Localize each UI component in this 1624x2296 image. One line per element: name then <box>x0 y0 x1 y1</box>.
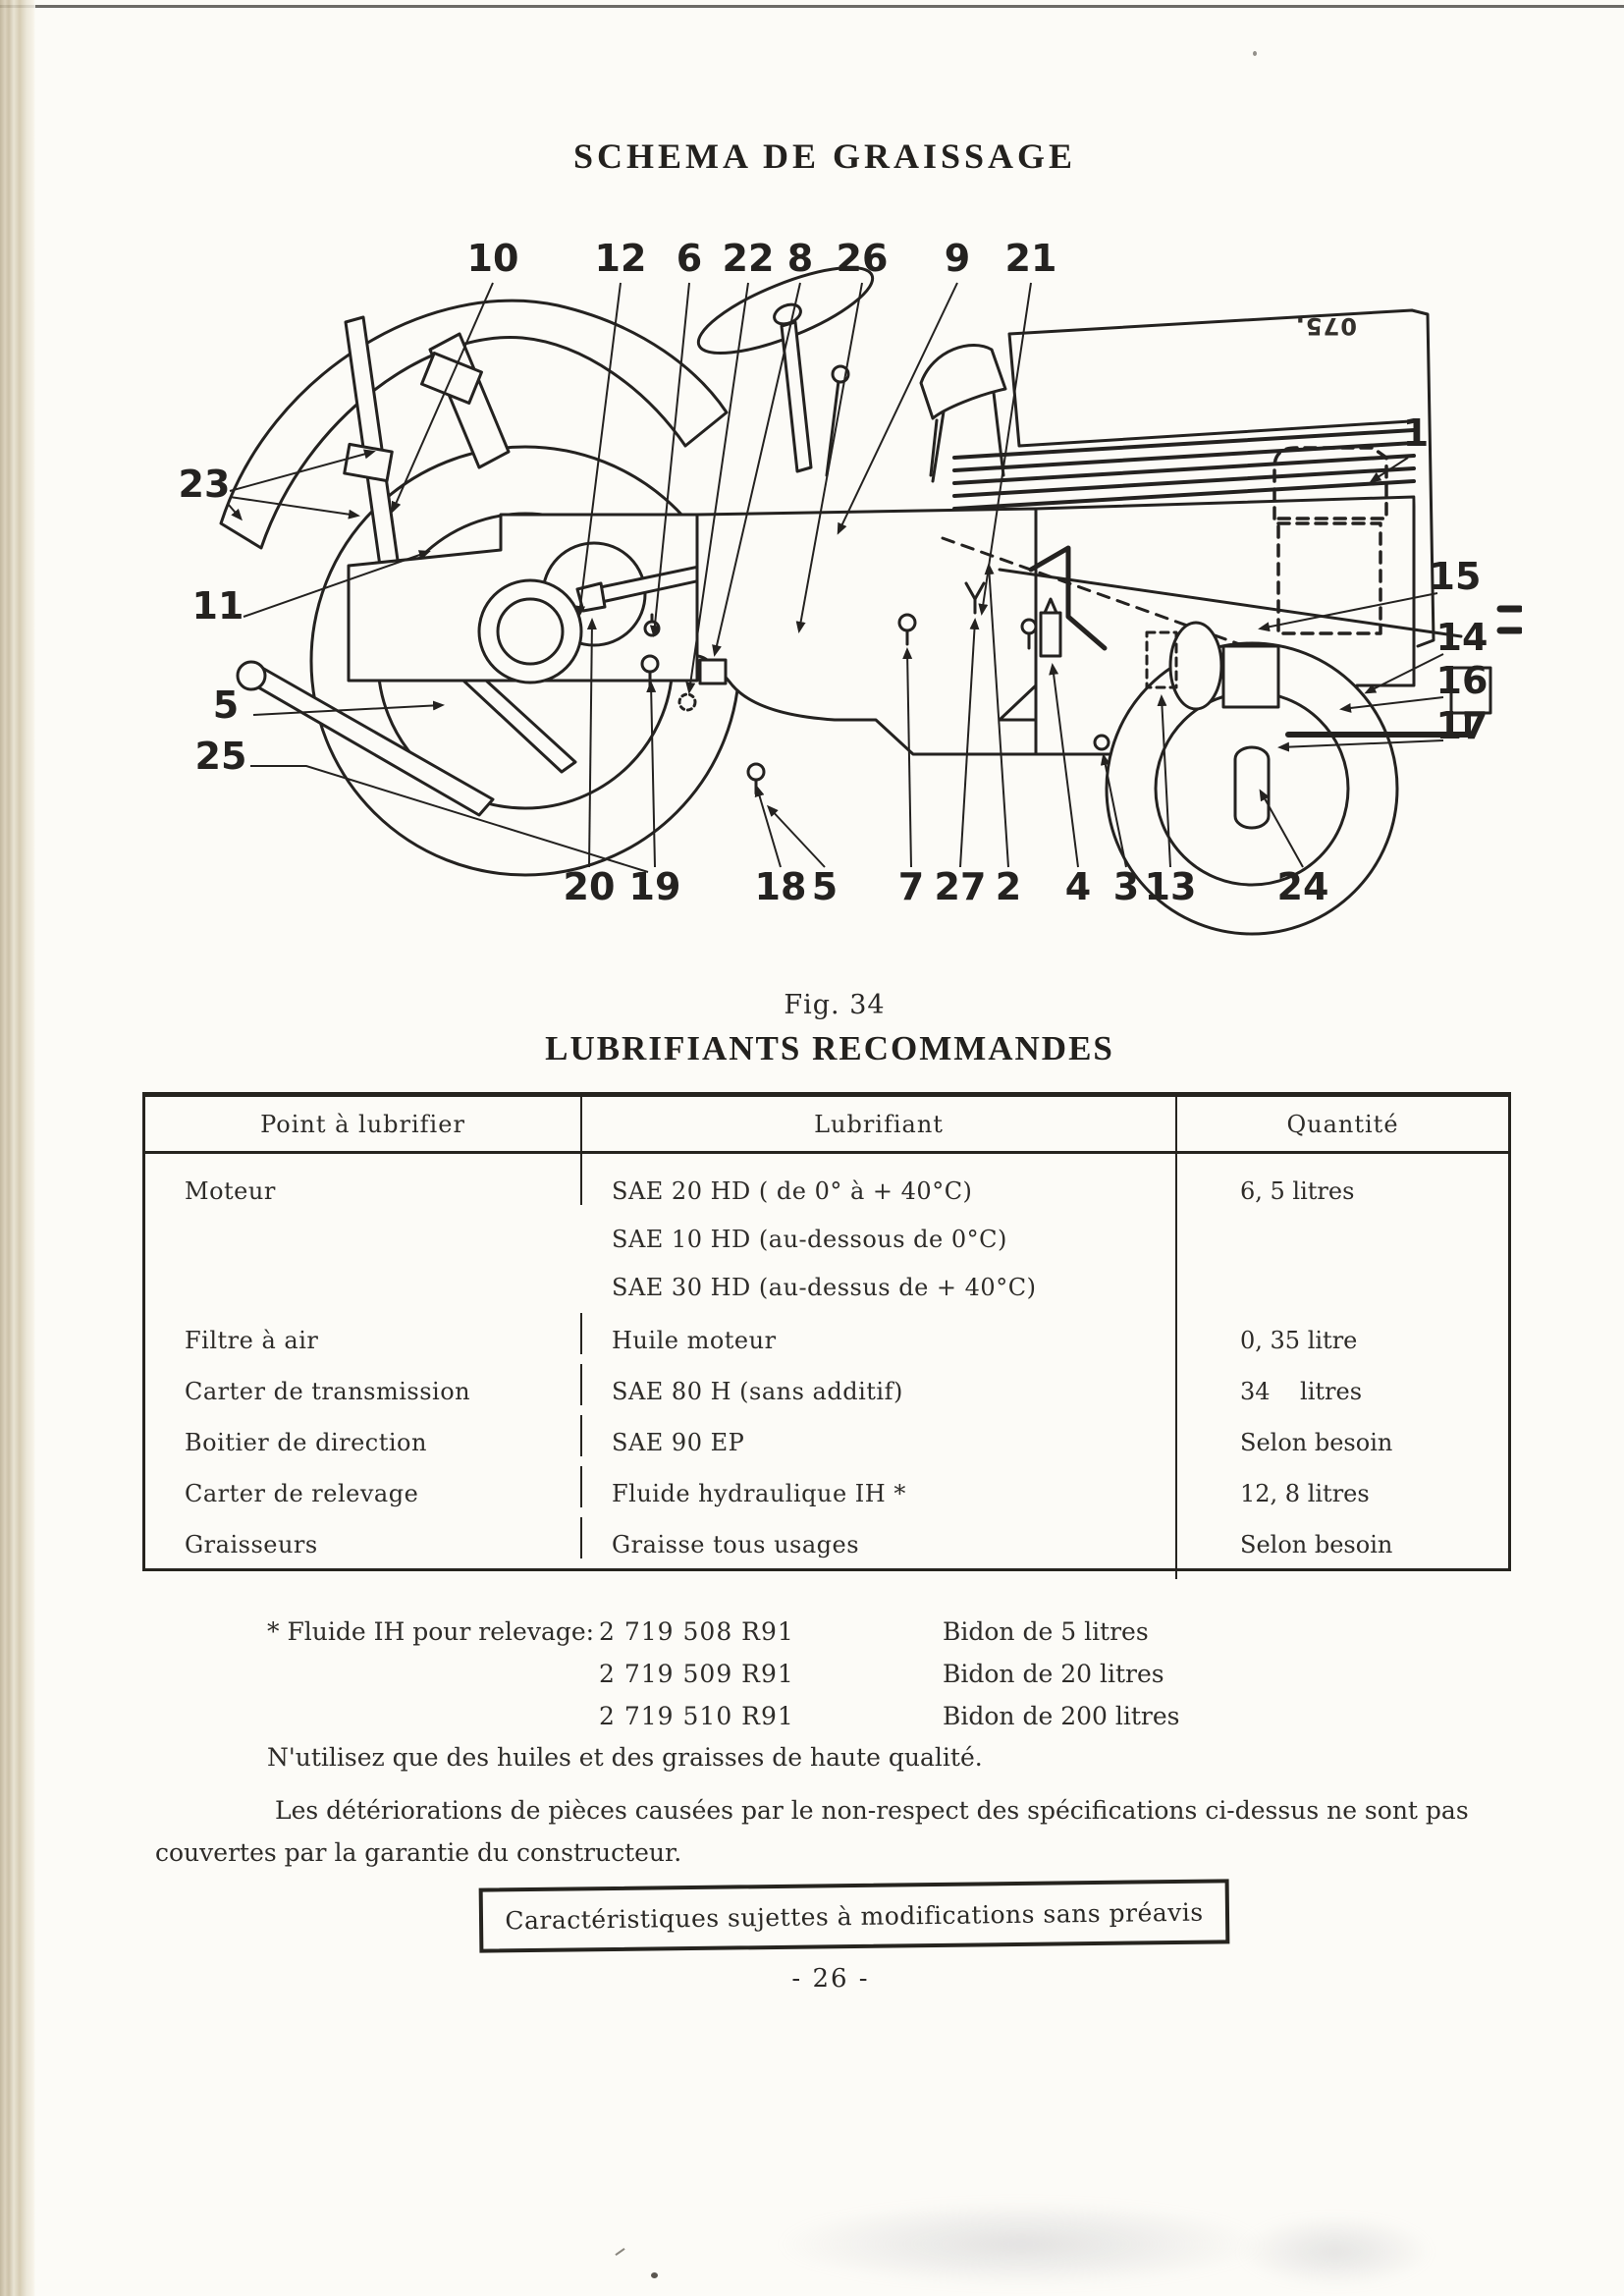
lubricant-line: SAE 20 HD ( de 0° à + 40°C) <box>612 1177 973 1205</box>
diagram-label: 10 <box>466 237 519 280</box>
front-hub <box>1235 747 1269 828</box>
column-header-point: Point à lubrifier <box>145 1097 582 1151</box>
diagram-label: 4 <box>1064 865 1092 908</box>
diagram-label: 5 <box>811 865 839 908</box>
table-row <box>145 1415 1508 1466</box>
table-row <box>145 1154 1508 1313</box>
scan-smudge <box>1237 2214 1434 2288</box>
diagram-label: 27 <box>934 865 987 908</box>
page-title: SCHEMA DE GRAISSAGE <box>572 137 1077 176</box>
table-body <box>145 1154 1508 1568</box>
lube-point: Carter de relevage <box>145 1466 582 1507</box>
diagram-label: 26 <box>836 237 889 280</box>
diagram-label: 24 <box>1276 865 1329 908</box>
lubricant-spec <box>582 1517 1177 1579</box>
lubricant-line: SAE 30 HD (au-dessus de + 40°C) <box>612 1274 1037 1301</box>
lubricant-line: SAE 10 HD (au-dessous de 0°C) <box>612 1226 1007 1253</box>
axle-pivot <box>1170 623 1221 709</box>
table-header-row <box>145 1097 1508 1154</box>
table-row <box>145 1517 1508 1568</box>
fluid-footnote <box>267 1611 1180 1737</box>
footnote-intro: * Fluide IH pour relevage: <box>267 1617 595 1646</box>
diagram-label: 25 <box>194 735 247 778</box>
part-number: 2 719 508 R91 <box>599 1617 794 1646</box>
modification-notice-box <box>479 1879 1230 1952</box>
column-header-lubrifiant: Lubrifiant <box>582 1097 1177 1151</box>
diagram-label: 5 <box>212 683 240 727</box>
diagram-label: 21 <box>1004 237 1057 280</box>
quantity-value: 34 litres <box>1240 1378 1363 1405</box>
diagram-label: 15 <box>1429 555 1482 598</box>
scan-smudge <box>776 2200 1267 2288</box>
diagram-label: 12 <box>594 237 647 280</box>
table-row <box>145 1313 1508 1364</box>
lubricant-line: Fluide hydraulique IH * <box>612 1480 906 1507</box>
diagram-label: 14 <box>1435 616 1489 659</box>
warranty-note: Les détériorations de pièces causées par le non-respect des spécifications ci-dessus ne sont pas couvertes par la garantie du constructeur. <box>155 1796 1469 1867</box>
lubricant-line: Huile moteur <box>612 1327 777 1354</box>
diagram-label: 16 <box>1435 659 1489 702</box>
lube-point: Boitier de direction <box>145 1415 582 1456</box>
lower-link <box>242 664 493 815</box>
footnote-row <box>267 1695 1180 1737</box>
lube-point: Moteur <box>145 1154 582 1205</box>
part-number: 2 719 510 R91 <box>599 1702 794 1730</box>
diagram-label: 1 <box>1402 411 1430 455</box>
diagram-label: 11 <box>191 584 244 628</box>
diagram-label: 20 <box>563 865 616 908</box>
diagram-label: 19 <box>628 865 681 908</box>
figure-caption: Fig. 34 <box>784 990 886 1020</box>
diagram-label: 8 <box>786 237 814 280</box>
diagram-label: 9 <box>944 237 971 280</box>
quantity-value: Selon besoin <box>1240 1429 1393 1456</box>
footnote-row <box>267 1653 1180 1695</box>
axle-bracket <box>1223 646 1278 707</box>
container-size: Bidon de 5 litres <box>943 1617 1149 1646</box>
seat <box>921 345 1005 418</box>
footnote-row <box>267 1611 1180 1653</box>
link-eye <box>238 662 265 689</box>
inspection-port <box>479 580 581 683</box>
turnbuckle <box>345 444 393 480</box>
lubricant-line: Graisse tous usages <box>612 1531 860 1558</box>
plate-marking: 075. <box>1294 312 1357 340</box>
book-binding-strip <box>0 0 35 2296</box>
scan-edge-line <box>0 5 1624 8</box>
tractor-schematic-svg <box>128 224 1522 951</box>
lubricant-spec <box>582 1154 1177 1322</box>
lubrication-diagram <box>128 224 1522 951</box>
diagram-label: 18 <box>754 865 807 908</box>
lube-point: Carter de transmission <box>145 1364 582 1405</box>
lubricant-line: SAE 90 EP <box>612 1429 745 1456</box>
diagram-label: 13 <box>1144 865 1197 908</box>
diagram-label: 22 <box>722 237 775 280</box>
quality-note: N'utilisez que des huiles et des graisses de haute qualité. <box>267 1743 983 1772</box>
seat-support-2 <box>994 393 1003 475</box>
quantity-value: 6, 5 litres <box>1240 1177 1355 1205</box>
filler-cap <box>700 660 726 683</box>
hood <box>1009 310 1426 446</box>
part-number: 2 719 509 R91 <box>599 1660 794 1688</box>
diagram-label: 7 <box>897 865 925 908</box>
ink-speck <box>651 2272 658 2278</box>
page-number: - 26 - <box>791 1964 870 1994</box>
center-chassis <box>697 509 1036 754</box>
pencil-mark <box>615 2248 624 2256</box>
section-title: LUBRIFIANTS RECOMMANDES <box>545 1029 1114 1067</box>
diagram-label: 6 <box>676 237 703 280</box>
lubricants-table <box>142 1092 1511 1571</box>
container-size: Bidon de 20 litres <box>943 1660 1164 1688</box>
notice-text: Caractéristiques sujettes à modifications sans préavis <box>505 1897 1204 1935</box>
lube-point: Filtre à air <box>145 1313 582 1354</box>
quantity-value: Selon besoin <box>1240 1531 1393 1558</box>
diagram-label: 23 <box>178 463 231 506</box>
diagram-label: 17 <box>1435 704 1489 747</box>
table-row <box>145 1364 1508 1415</box>
container-size: Bidon de 200 litres <box>943 1702 1180 1730</box>
ink-speck <box>1253 51 1257 56</box>
table-row <box>145 1466 1508 1517</box>
plug-dashed <box>679 694 695 710</box>
quantity-value: 12, 8 litres <box>1240 1480 1370 1507</box>
lube-point: Graisseurs <box>145 1517 582 1558</box>
quantity-value: 0, 35 litre <box>1240 1327 1358 1354</box>
lubricant-line: SAE 80 H (sans additif) <box>612 1378 903 1405</box>
diagram-label: 3 <box>1112 865 1140 908</box>
diagram-label: 2 <box>995 865 1022 908</box>
tractor-drawing <box>221 250 1520 934</box>
column-header-quantite: Quantité <box>1286 1110 1399 1138</box>
